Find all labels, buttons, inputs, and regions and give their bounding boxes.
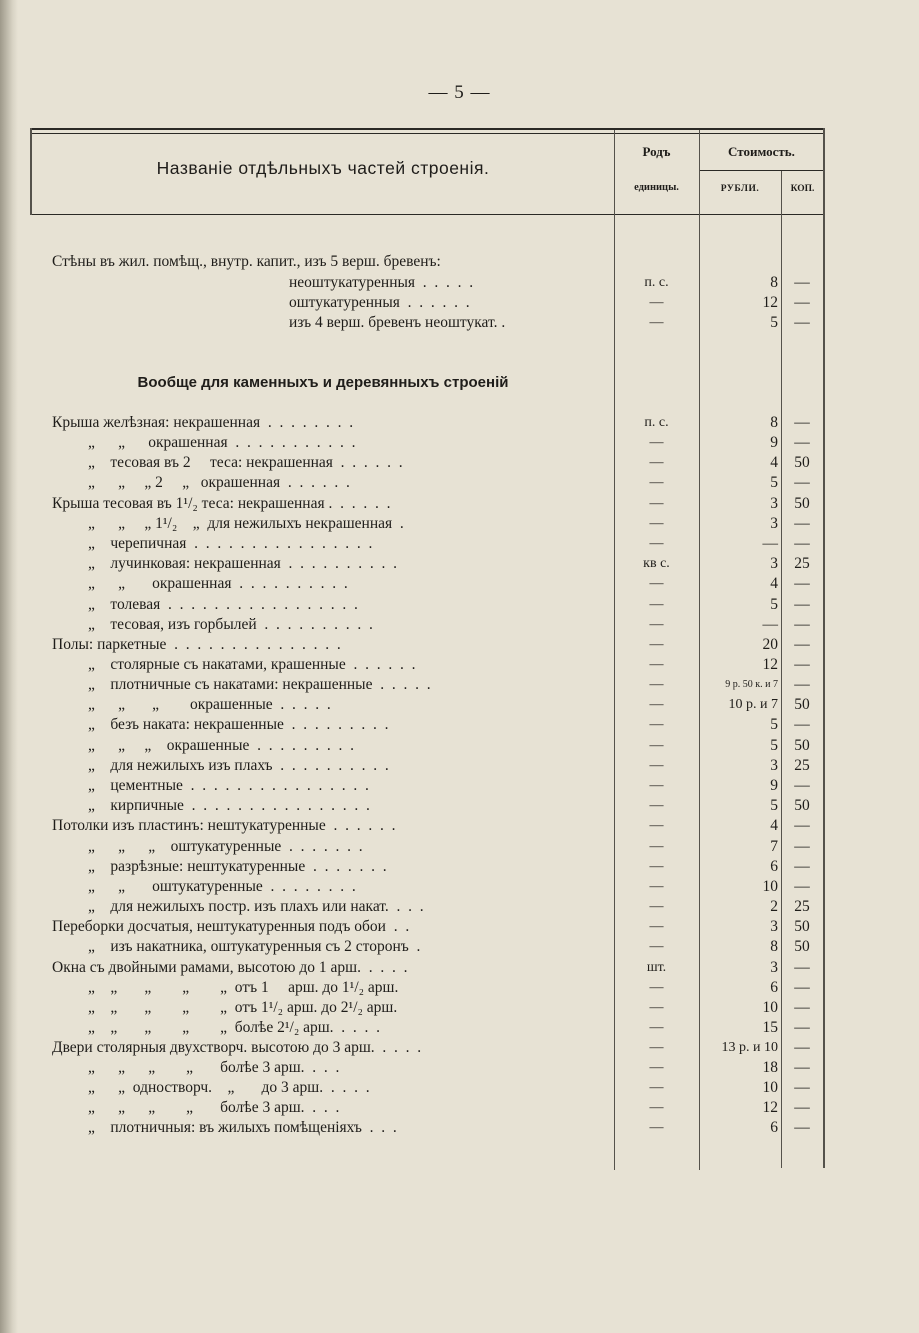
- row-rubles: 5: [770, 797, 778, 814]
- row-rubles: 12: [762, 294, 778, 311]
- row-label: Полы: паркетные . . . . . . . . . . . . . . .: [52, 636, 341, 653]
- table-row: [0, 655, 919, 675]
- row-label: „ „ „ окрашенные . . . . .: [88, 696, 331, 713]
- row-label: „ для нежилыхъ постр. изъ плахъ или накат. . . .: [88, 898, 424, 915]
- row-label: Переборки досчатыя, нештукатуренныя подъ обои . .: [52, 918, 410, 935]
- row-kopecks: —: [794, 314, 810, 331]
- table-row: [0, 736, 919, 756]
- row-kopecks: —: [794, 979, 810, 996]
- row-unit: —: [649, 677, 664, 692]
- row-unit: —: [649, 1000, 664, 1015]
- table-row: [0, 413, 919, 433]
- row-kopecks: —: [794, 616, 810, 633]
- table-row: [0, 1018, 919, 1038]
- row-rubles: 4: [770, 575, 778, 592]
- row-label: „ „ одностворч. „ до 3 арш. . . . .: [88, 1079, 370, 1096]
- row-rubles: 9 р. 50 к. и 7: [725, 679, 778, 690]
- table-row: [0, 837, 919, 857]
- row-rubles: 12: [762, 656, 778, 673]
- row-kopecks: 50: [794, 696, 810, 713]
- row-unit: кв с.: [643, 556, 670, 571]
- row-rubles: 15: [762, 1019, 778, 1036]
- row-rubles: —: [762, 535, 778, 552]
- table-row: [0, 1058, 919, 1078]
- row-kopecks: 25: [794, 898, 810, 915]
- table-row: [0, 313, 919, 333]
- row-unit: —: [649, 1020, 664, 1035]
- row-kopecks: —: [794, 1099, 810, 1116]
- table-row: [0, 453, 919, 473]
- row-label: „ „ „ „ болѣе 3 арш. . . .: [88, 1099, 340, 1116]
- row-kopecks: 50: [794, 495, 810, 512]
- row-unit: п. с.: [644, 415, 669, 430]
- row-label: „ „ „ „ „ отъ 1¹/₂ арш. до 2¹/₂ арш.: [88, 999, 398, 1016]
- row-kopecks: —: [794, 676, 810, 693]
- row-kopecks: —: [794, 959, 810, 976]
- row-kopecks: —: [794, 656, 810, 673]
- row-rubles: 13 р. и 10: [721, 1040, 778, 1055]
- row-unit: —: [649, 717, 664, 732]
- row-kopecks: —: [794, 817, 810, 834]
- row-unit: —: [649, 1100, 664, 1115]
- table-row: [0, 514, 919, 534]
- table-header-title: Названіе отдѣльныхъ частей строенія.: [156, 158, 490, 178]
- row-kopecks: —: [794, 1079, 810, 1096]
- row-label: „ „ окрашенная . . . . . . . . . .: [88, 575, 348, 592]
- table-row: [0, 877, 919, 897]
- row-unit: —: [649, 818, 664, 833]
- row-unit: —: [649, 939, 664, 954]
- row-unit: —: [649, 455, 664, 470]
- row-unit: —: [649, 617, 664, 632]
- row-rubles: 10 р. и 7: [728, 697, 778, 712]
- row-unit: —: [649, 576, 664, 591]
- row-rubles: 4: [770, 454, 778, 471]
- table-row: [0, 897, 919, 917]
- row-rubles: 3: [770, 555, 778, 572]
- row-rubles: 9: [770, 434, 778, 451]
- section-heading: Вообще для каменныхъ и деревянныхъ строеній: [137, 374, 509, 391]
- row-kopecks: —: [794, 777, 810, 794]
- row-kopecks: —: [794, 535, 810, 552]
- row-label: оштукатуренныя . . . . . .: [289, 294, 470, 311]
- row-rubles: 3: [770, 918, 778, 935]
- row-unit: —: [649, 637, 664, 652]
- table-row: [0, 252, 919, 272]
- row-unit: —: [649, 899, 664, 914]
- row-label: „ „ „ 2 „ окрашенная . . . . . .: [88, 474, 350, 491]
- row-rubles: 6: [770, 858, 778, 875]
- row-label: „ лучинковая: некрашенная . . . . . . . . . .: [88, 555, 398, 572]
- row-label: „ „ окрашенная . . . . . . . . . . .: [88, 434, 356, 451]
- row-unit: —: [649, 758, 664, 773]
- row-unit: —: [649, 475, 664, 490]
- row-rubles: 3: [770, 515, 778, 532]
- row-unit: —: [649, 879, 664, 894]
- row-kopecks: —: [794, 414, 810, 431]
- row-label: Крыша тесовая въ 1¹/₂ теса: некрашенная . . . . . .: [52, 495, 391, 512]
- table-row: [0, 635, 919, 655]
- table-row: [0, 494, 919, 514]
- row-kopecks: 50: [794, 797, 810, 814]
- header-unit-type: Родъ: [642, 144, 671, 159]
- header-cost: Стоимость.: [728, 144, 795, 159]
- table-row: [0, 978, 919, 998]
- row-unit: —: [649, 1060, 664, 1075]
- row-rubles: 4: [770, 817, 778, 834]
- table-row: [0, 554, 919, 574]
- table-row: [0, 595, 919, 615]
- table-row: [0, 433, 919, 453]
- table-row: [0, 473, 919, 493]
- row-unit: [615, 252, 698, 272]
- row-label: „ тесовая въ 2 теса: некрашенная . . . . . .: [88, 454, 403, 471]
- row-label: Двери столярныя двухстворч. высотою до 3 арш. . . . .: [52, 1039, 422, 1056]
- table-row: [0, 695, 919, 715]
- row-unit: —: [649, 435, 664, 450]
- row-label: неоштукатуренныя . . . . .: [289, 274, 474, 291]
- row-label: „ „ „ 1¹/₂ „ для нежилыхъ некрашенная .: [88, 515, 404, 532]
- row-label: „ изъ накатника, оштукатуренныя съ 2 сторонъ .: [88, 938, 421, 955]
- table-row: [0, 816, 919, 836]
- row-rubles: 5: [770, 716, 778, 733]
- row-unit: —: [649, 657, 664, 672]
- row-kopecks: —: [794, 434, 810, 451]
- page-number: — 5 —: [428, 82, 491, 103]
- row-unit: —: [649, 516, 664, 531]
- row-label: „ разрѣзные: нештукатуренные . . . . . . .: [88, 858, 387, 875]
- row-label: „ „ „ окрашенные . . . . . . . . .: [88, 737, 354, 754]
- row-rubles: 8: [770, 274, 778, 291]
- row-rubles: 5: [770, 314, 778, 331]
- row-unit: —: [649, 798, 664, 813]
- row-rubles: 6: [770, 1119, 778, 1136]
- row-rubles: 18: [762, 1059, 778, 1076]
- row-unit: —: [649, 315, 664, 330]
- row-label: „ тесовая, изъ горбылей . . . . . . . . . .: [88, 616, 373, 633]
- row-kopecks: —: [794, 274, 810, 291]
- row-rubles: 5: [770, 596, 778, 613]
- row-rubles: 8: [770, 414, 778, 431]
- table-row: [0, 1118, 919, 1138]
- row-unit: —: [649, 597, 664, 612]
- table-row: [0, 293, 919, 313]
- header-rubles: РУБЛИ.: [720, 184, 760, 194]
- row-unit: —: [649, 496, 664, 511]
- row-label: „ плотничные съ накатами: некрашенные . . . . .: [88, 676, 431, 693]
- row-rubles: 10: [762, 999, 778, 1016]
- row-rubles: 5: [770, 474, 778, 491]
- row-unit: —: [649, 1080, 664, 1095]
- table-row: [0, 534, 919, 554]
- row-label: „ цементные . . . . . . . . . . . . . . . .: [88, 777, 369, 794]
- table-row: [0, 998, 919, 1018]
- row-rubles: —: [762, 616, 778, 633]
- table-row: [0, 857, 919, 877]
- row-label: „ столярные съ накатами, крашенные . . . . . .: [88, 656, 416, 673]
- row-kopecks: —: [794, 858, 810, 875]
- table-row: [0, 958, 919, 978]
- row-label: „ черепичная . . . . . . . . . . . . . . . .: [88, 535, 373, 552]
- table-row: [0, 796, 919, 816]
- row-kopecks: —: [794, 878, 810, 895]
- row-unit: шт.: [646, 960, 667, 975]
- row-label: „ „ „ оштукатуренные . . . . . . .: [88, 838, 363, 855]
- row-unit: —: [649, 859, 664, 874]
- row-rubles: 2: [770, 898, 778, 915]
- row-rubles: 5: [770, 737, 778, 754]
- row-kopecks: —: [794, 474, 810, 491]
- row-rubles: 7: [770, 838, 778, 855]
- row-kopecks: 25: [794, 757, 810, 774]
- row-rubles: 12: [762, 1099, 778, 1116]
- table-row: [0, 937, 919, 957]
- row-label: „ кирпичные . . . . . . . . . . . . . . . .: [88, 797, 370, 814]
- row-rubles: 8: [770, 938, 778, 955]
- row-label: „ „ „ „ болѣе 3 арш. . . .: [88, 1059, 340, 1076]
- row-kopecks: 50: [794, 918, 810, 935]
- row-kopecks: 50: [794, 938, 810, 955]
- row-label: „ для нежилыхъ изъ плахъ . . . . . . . . . .: [88, 757, 389, 774]
- row-unit: —: [649, 536, 664, 551]
- row-kopecks: —: [794, 1059, 810, 1076]
- row-rubles: [700, 252, 778, 272]
- row-kopecks: —: [794, 1019, 810, 1036]
- row-unit: —: [649, 839, 664, 854]
- table-row: [0, 574, 919, 594]
- table-row: [0, 1078, 919, 1098]
- row-rubles: 3: [770, 757, 778, 774]
- row-rubles: 10: [762, 878, 778, 895]
- row-rubles: 20: [762, 636, 778, 653]
- row-kopecks: —: [794, 636, 810, 653]
- table-row: [0, 1098, 919, 1118]
- row-unit: —: [649, 295, 664, 310]
- row-kopecks: —: [794, 575, 810, 592]
- row-rubles: 3: [770, 959, 778, 976]
- row-unit: п. с.: [644, 275, 669, 290]
- row-label: Крыша желѣзная: некрашенная . . . . . . . .: [52, 414, 354, 431]
- header-kopecks: КОП.: [790, 184, 815, 194]
- table-row: [0, 776, 919, 796]
- row-unit: —: [649, 919, 664, 934]
- row-kopecks: —: [794, 716, 810, 733]
- row-kopecks: [782, 252, 822, 272]
- row-label: „ плотничныя: въ жилыхъ помѣщеніяхъ . . .: [88, 1119, 397, 1136]
- row-kopecks: 25: [794, 555, 810, 572]
- row-unit: —: [649, 1040, 664, 1055]
- table-row: [0, 675, 919, 695]
- row-kopecks: 50: [794, 737, 810, 754]
- row-rubles: 10: [762, 1079, 778, 1096]
- row-label: „ толевая . . . . . . . . . . . . . . . . .: [88, 596, 358, 613]
- row-rubles: 9: [770, 777, 778, 794]
- row-kopecks: —: [794, 1039, 810, 1056]
- row-label: „ безъ наката: некрашенные . . . . . . . . .: [88, 716, 389, 733]
- row-kopecks: —: [794, 596, 810, 613]
- row-rubles: 6: [770, 979, 778, 996]
- row-label: „ „ оштукатуренные . . . . . . . .: [88, 878, 356, 895]
- row-rubles: 3: [770, 495, 778, 512]
- row-kopecks: —: [794, 515, 810, 532]
- row-label: изъ 4 верш. бревенъ неоштукат. .: [289, 314, 506, 331]
- row-unit: —: [649, 1120, 664, 1135]
- table-row: [0, 715, 919, 735]
- row-label: Стѣны въ жил. помѣщ., внутр. капит., изъ 5 верш. бревенъ:: [52, 253, 441, 270]
- header-unit-sub: единицы.: [634, 182, 679, 193]
- row-label: „ „ „ „ „ отъ 1 арш. до 1¹/₂ арш.: [88, 979, 399, 996]
- row-unit: —: [649, 980, 664, 995]
- table-row: [0, 615, 919, 635]
- table-row: [0, 756, 919, 776]
- row-kopecks: —: [794, 1119, 810, 1136]
- table-row: [0, 1038, 919, 1058]
- row-label: „ „ „ „ „ болѣе 2¹/₂ арш. . . . .: [88, 1019, 381, 1036]
- row-kopecks: 50: [794, 454, 810, 471]
- table-row: [0, 917, 919, 937]
- row-unit: —: [649, 738, 664, 753]
- row-unit: —: [649, 697, 664, 712]
- row-unit: —: [649, 778, 664, 793]
- row-label: Окна съ двойными рамами, высотою до 1 арш. . . . .: [52, 959, 408, 976]
- table-row: [0, 273, 919, 293]
- row-kopecks: —: [794, 294, 810, 311]
- row-kopecks: —: [794, 999, 810, 1016]
- row-kopecks: —: [794, 838, 810, 855]
- row-label: Потолки изъ пластинъ: нештукатуренные . . . . . .: [52, 817, 396, 834]
